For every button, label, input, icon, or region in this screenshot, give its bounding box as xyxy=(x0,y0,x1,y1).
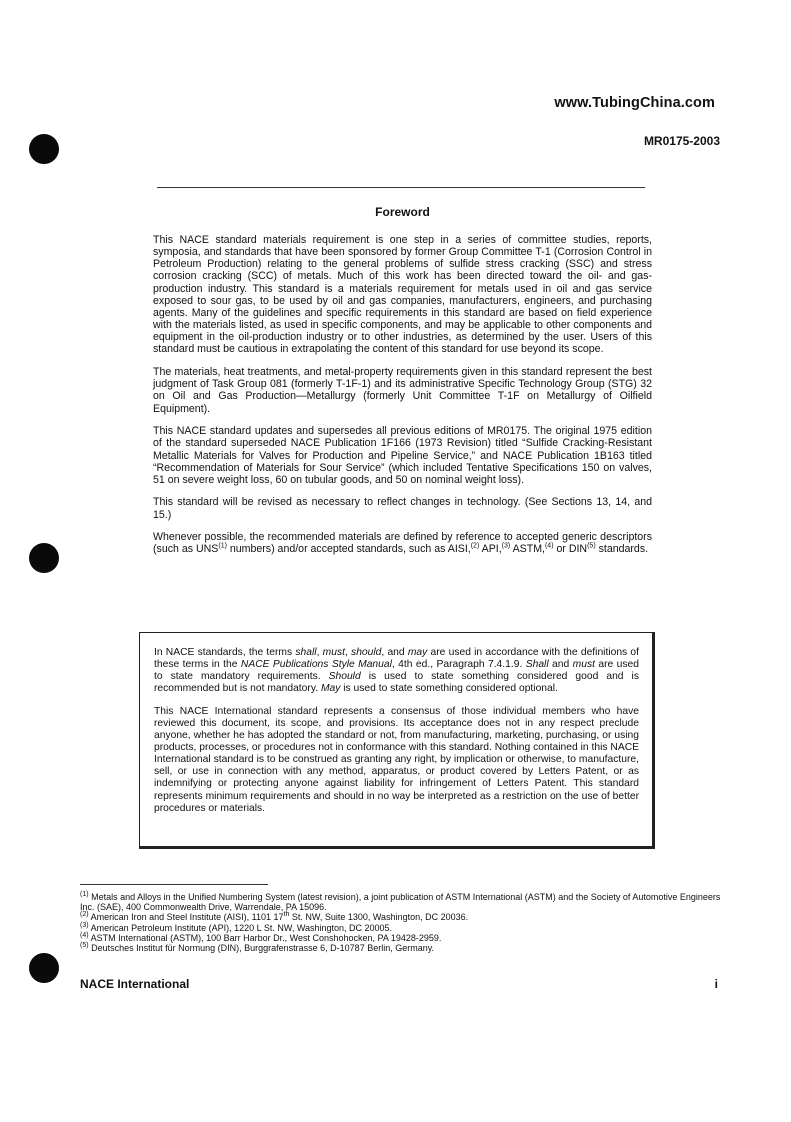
footnote xyxy=(80,923,725,933)
footnotes xyxy=(80,892,725,953)
footnote-mark: (5) xyxy=(80,942,89,950)
paragraph: This NACE standard materials requirement is one step in a series of committee studies, reports, symposia, and standards that have been sponsored by former Group Committee T-1 (Corrosion Control in Petroleum Production) relating to the general problems of sulfide stress cracking (SSC) and stress corrosion cracking (SCC) of metals. Much of this work has been directed toward the oil- and gas-production industry. This standard is a materials requirement for metals used in oil and gas service exposed to sour gas, to be used by oil and gas companies, manufacturers, engineers, and purchasing agents. Many of the guidelines and specific requirements in this standard are based on field experience with the materials listed, as used in specific components, and may be applicable to other components and equipment in the oil-production industry or to other industries, as determined by the user. Users of this standard must be cautious in extrapolating the content of this standard for use beyond its scope. xyxy=(153,234,652,356)
footnote-mark: (2) xyxy=(80,911,89,919)
text-run: and xyxy=(548,659,573,671)
footnote xyxy=(80,912,725,922)
text-run: , 4th ed., Paragraph 7.4.1.9. xyxy=(391,659,526,671)
paragraph: This NACE standard updates and supersedes all previous editions of MR0175. The original 1975 edition of the standard superseded NACE Publication 1F166 (1973 Revision) titled “Sulfide Cracking-Resistant Metallic Materials for Valves for Production and Pipeline Service,” and NACE Publication 1B163 titled “Recommendation of Materials for Sour Service” (which included Tentative Specifications 150 on valves, 51 on severe weight loss, 60 on tubular goods, and 50 on nominal weight loss). xyxy=(153,425,652,486)
text-run: In NACE standards, the terms xyxy=(154,647,296,658)
page-number: i xyxy=(714,977,718,991)
paragraph: This standard will be revised as necessary to reflect changes in technology. (See Sections 13, 14, and 15.) xyxy=(153,496,652,521)
text-run: standards. xyxy=(595,543,649,556)
text-run: , and xyxy=(381,647,408,658)
footnote-mark: (1) xyxy=(80,891,89,898)
term: Shall xyxy=(525,659,549,671)
footnote-ref: (5) xyxy=(587,542,596,550)
footnote-text: American Petroleum Institute (API), 1220 L St. NW, Washington, DC 20005. xyxy=(90,922,393,933)
section-title: Foreword xyxy=(375,205,430,219)
text-run: , xyxy=(344,647,352,658)
footnote-text: Deutsches Institut für Normung (DIN), Burggrafenstrasse 6, D-10787 Berlin, Germany. xyxy=(91,943,435,954)
text-run: , xyxy=(316,647,323,658)
term: shall xyxy=(295,647,317,658)
term: may xyxy=(407,647,428,658)
footnote-text: ASTM International (ASTM), 100 Barr Harbor Dr., West Conshohocken, PA 19428-2959. xyxy=(90,932,442,943)
document-id: MR0175-2003 xyxy=(643,134,720,148)
foreword-body xyxy=(153,234,652,566)
consensus-paragraph: This NACE International standard represents a consensus of those individual members who have reviewed this document, its scope, and provisions. Its acceptance does not in any respect preclude anyone, whether he has adopted the standard or not, from manufacturing, marketing, purchasing, or using products, processes, or procedures not in conformance with this standard. Nothing contained in this NACE International standard is to be construed as granting any right, by implication or otherwise, to manufacture, sell, or use in connection with any method, apparatus, or product covered by Letters Patent, or as indemnifying or protecting anyone against liability for infringement of Letters Patent. This standard represents minimum requirements and should in no way be interpreted as a restriction on the use of better procedures or materials. xyxy=(154,705,639,814)
footnote xyxy=(80,943,725,953)
header-divider xyxy=(157,187,645,188)
manual-title: NACE Publications Style Manual xyxy=(240,659,392,671)
footnote xyxy=(80,892,725,912)
footnote-mark: (3) xyxy=(80,921,89,929)
ordinal-suffix: th xyxy=(283,911,290,919)
text-run: Whenever possible, the recommended materials are defined by reference to accepted generic descriptors (such as UNS xyxy=(153,531,652,556)
binder-hole-middle xyxy=(29,543,59,573)
text-run: are used to state mandatory requirements. xyxy=(154,659,639,683)
binder-hole-top xyxy=(29,134,59,164)
footnote-ref: (3) xyxy=(501,542,511,550)
text-run: numbers) and/or accepted standards, such as AISI, xyxy=(226,543,471,556)
text-run: is used to state something considered optional. xyxy=(340,683,558,695)
binder-hole-bottom xyxy=(29,953,59,983)
term: May xyxy=(320,683,341,695)
term: Should xyxy=(328,671,361,683)
footer-organization: NACE International xyxy=(80,977,190,991)
term: must xyxy=(572,659,595,671)
footnote-ref: (1) xyxy=(218,542,227,550)
paragraph: The materials, heat treatments, and metal-property requirements given in this standard represent the best judgment of Task Group 081 (formerly T-1F-1) and its administrative Specific Technology Group (STG) 32 on Oil and Gas Production—Metallurgy (formerly Unit Committee T-1F on Metallurgy of Oilfield Equipment). xyxy=(153,366,652,415)
text-run: or DIN xyxy=(553,543,588,556)
site-url[interactable]: www.TubingChina.com xyxy=(554,95,715,111)
footnote xyxy=(80,933,725,943)
text-run: is used to state something considered good and is recommended but is not mandatory. xyxy=(154,671,639,695)
notice-box xyxy=(139,632,655,849)
footnote-mark: (4) xyxy=(80,931,89,939)
footnote-text: St. NW, Suite 1300, Washington, DC 20036. xyxy=(289,912,469,923)
footnote-text: Metals and Alloys in the Unified Numbering System (latest revision), a joint publication of ASTM International (ASTM) and the Society of Automotive Engineers Inc. (SAE), 400 Commonwealth Drive, Warrendale, PA 15096. xyxy=(80,892,721,913)
terms-paragraph xyxy=(154,647,639,695)
text-run: ASTM, xyxy=(510,543,545,556)
text-run: are used in accordance with the definitions of these terms in the xyxy=(154,647,640,671)
footnote-ref: (4) xyxy=(544,542,554,550)
footnote-divider xyxy=(80,884,268,885)
text-run: API, xyxy=(479,543,502,556)
term: must xyxy=(322,647,345,658)
footnote-text: American Iron and Steel Institute (AISI), 1101 17 xyxy=(90,912,284,923)
paragraph xyxy=(153,531,652,555)
footnote-ref: (2) xyxy=(470,542,480,550)
term: should xyxy=(351,647,382,658)
